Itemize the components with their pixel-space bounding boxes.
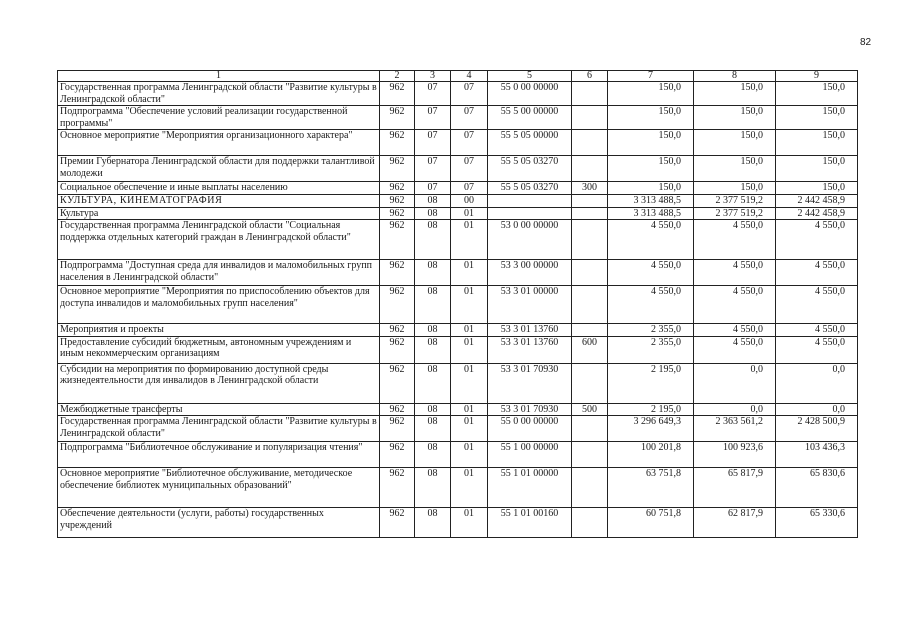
- row-type-cell: [572, 82, 608, 106]
- row-name-cell: Обеспечение деятельности (услуги, работы) государственных учреждений: [58, 508, 380, 538]
- row-subsection-cell: 01: [451, 207, 488, 220]
- row-value-cell: 150,0: [776, 156, 858, 182]
- row-target-cell: 55 0 00 00000: [488, 416, 572, 442]
- row-target-cell: 55 0 00 00000: [488, 82, 572, 106]
- table-row: [58, 336, 858, 363]
- row-value-cell: 150,0: [694, 156, 776, 182]
- row-section-cell: 08: [415, 324, 451, 337]
- row-value-cell: 4 550,0: [694, 260, 776, 286]
- budget-table: [57, 70, 858, 538]
- row-subsection-cell: 07: [451, 106, 488, 130]
- table-row: [58, 106, 858, 130]
- row-value-cell: 2 355,0: [608, 336, 694, 363]
- row-value-cell: 4 550,0: [608, 286, 694, 324]
- row-target-cell: 55 5 00 00000: [488, 106, 572, 130]
- row-value-cell: 2 428 500,9: [776, 416, 858, 442]
- row-name-cell: Мероприятия и проекты: [58, 324, 380, 337]
- row-value-cell: 65 830,6: [776, 468, 858, 508]
- row-code-cell: 962: [380, 403, 415, 416]
- row-code-cell: 962: [380, 106, 415, 130]
- row-name-cell: Культура: [58, 207, 380, 220]
- row-section-cell: 07: [415, 182, 451, 195]
- row-value-cell: 2 355,0: [608, 324, 694, 337]
- table-row: [58, 403, 858, 416]
- row-value-cell: 2 195,0: [608, 403, 694, 416]
- row-section-cell: 07: [415, 106, 451, 130]
- row-subsection-cell: 07: [451, 82, 488, 106]
- row-code-cell: 962: [380, 286, 415, 324]
- row-target-cell: 53 3 01 70930: [488, 403, 572, 416]
- row-name-cell: Государственная программа Ленинградской области "Развитие культуры в Ленинградской области": [58, 416, 380, 442]
- row-value-cell: 2 442 458,9: [776, 194, 858, 207]
- row-section-cell: 07: [415, 130, 451, 156]
- row-name-cell: Межбюджетные трансферты: [58, 403, 380, 416]
- row-target-cell: 55 5 05 03270: [488, 156, 572, 182]
- row-name-cell: Предоставление субсидий бюджетным, автономным учреждениям и иным некоммерческим организациям: [58, 336, 380, 363]
- row-section-cell: 08: [415, 336, 451, 363]
- row-value-cell: 4 550,0: [694, 336, 776, 363]
- row-target-cell: 55 1 01 00000: [488, 468, 572, 508]
- row-type-cell: [572, 363, 608, 403]
- row-target-cell: 53 0 00 00000: [488, 220, 572, 260]
- table-row: [58, 286, 858, 324]
- row-target-cell: 53 3 01 13760: [488, 336, 572, 363]
- row-section-cell: 08: [415, 442, 451, 468]
- table-row: [58, 130, 858, 156]
- row-subsection-cell: 01: [451, 336, 488, 363]
- column-header: 9: [776, 71, 858, 82]
- row-name-cell: Государственная программа Ленинградской области "Социальная поддержка отдельных категорий граждан в Ленинградской области": [58, 220, 380, 260]
- row-value-cell: 62 817,9: [694, 508, 776, 538]
- row-subsection-cell: 01: [451, 286, 488, 324]
- row-name-cell: Премии Губернатора Ленинградской области для поддержки талантливой молодежи: [58, 156, 380, 182]
- row-value-cell: 150,0: [608, 106, 694, 130]
- row-type-cell: [572, 106, 608, 130]
- row-subsection-cell: 01: [451, 324, 488, 337]
- row-value-cell: 2 195,0: [608, 363, 694, 403]
- row-value-cell: 0,0: [776, 403, 858, 416]
- row-section-cell: 08: [415, 286, 451, 324]
- row-value-cell: 2 377 519,2: [694, 194, 776, 207]
- row-value-cell: 100 201,8: [608, 442, 694, 468]
- column-header: 6: [572, 71, 608, 82]
- row-value-cell: 60 751,8: [608, 508, 694, 538]
- row-name-cell: Основное мероприятие "Библиотечное обслуживание, методическое обеспечение библиотек муниципальных образований": [58, 468, 380, 508]
- row-value-cell: 2 363 561,2: [694, 416, 776, 442]
- column-header: 7: [608, 71, 694, 82]
- row-value-cell: 150,0: [776, 130, 858, 156]
- row-section-cell: 08: [415, 508, 451, 538]
- row-value-cell: 3 296 649,3: [608, 416, 694, 442]
- row-value-cell: 65 330,6: [776, 508, 858, 538]
- table-row: [58, 220, 858, 260]
- row-code-cell: 962: [380, 194, 415, 207]
- table-row: [58, 156, 858, 182]
- row-value-cell: 150,0: [694, 82, 776, 106]
- row-code-cell: 962: [380, 207, 415, 220]
- row-value-cell: 150,0: [776, 182, 858, 195]
- table-row: [58, 508, 858, 538]
- row-code-cell: 962: [380, 468, 415, 508]
- row-type-cell: [572, 220, 608, 260]
- row-code-cell: 962: [380, 182, 415, 195]
- row-type-cell: [572, 130, 608, 156]
- row-type-cell: [572, 207, 608, 220]
- row-value-cell: 0,0: [694, 363, 776, 403]
- row-type-cell: [572, 324, 608, 337]
- table-row: [58, 260, 858, 286]
- row-section-cell: 08: [415, 403, 451, 416]
- row-name-cell: Основное мероприятие "Мероприятия организационного характера": [58, 130, 380, 156]
- row-value-cell: 0,0: [776, 363, 858, 403]
- row-name-cell: Подпрограмма "Библиотечное обслуживание и популяризация чтения": [58, 442, 380, 468]
- row-section-cell: 08: [415, 416, 451, 442]
- row-code-cell: 962: [380, 220, 415, 260]
- row-value-cell: 63 751,8: [608, 468, 694, 508]
- table-row: [58, 194, 858, 207]
- table-row: [58, 82, 858, 106]
- row-name-cell: Основное мероприятие "Мероприятия по приспособлению объектов для доступа инвалидов и маломобильных групп населения": [58, 286, 380, 324]
- row-name-cell: Социальное обеспечение и иные выплаты населению: [58, 182, 380, 195]
- row-subsection-cell: 01: [451, 442, 488, 468]
- row-name-cell: Субсидии на мероприятия по формированию доступной среды жизнедеятельности для инвалидов в Ленинградской области: [58, 363, 380, 403]
- row-section-cell: 08: [415, 194, 451, 207]
- row-value-cell: 4 550,0: [694, 286, 776, 324]
- row-code-cell: 962: [380, 156, 415, 182]
- row-type-cell: [572, 260, 608, 286]
- row-section-cell: 08: [415, 468, 451, 508]
- row-section-cell: 08: [415, 260, 451, 286]
- row-target-cell: 53 3 01 70930: [488, 363, 572, 403]
- row-target-cell: [488, 194, 572, 207]
- table-header-row: [58, 71, 858, 82]
- row-name-cell: Государственная программа Ленинградской области "Развитие культуры в Ленинградской области": [58, 82, 380, 106]
- row-value-cell: 150,0: [608, 156, 694, 182]
- row-type-cell: [572, 194, 608, 207]
- row-subsection-cell: 07: [451, 182, 488, 195]
- row-code-cell: 962: [380, 260, 415, 286]
- row-target-cell: 53 3 01 13760: [488, 324, 572, 337]
- row-code-cell: 962: [380, 324, 415, 337]
- row-subsection-cell: 01: [451, 508, 488, 538]
- row-type-cell: 600: [572, 336, 608, 363]
- row-value-cell: 100 923,6: [694, 442, 776, 468]
- row-subsection-cell: 07: [451, 156, 488, 182]
- row-code-cell: 962: [380, 416, 415, 442]
- row-target-cell: 55 1 00 00000: [488, 442, 572, 468]
- row-value-cell: 103 436,3: [776, 442, 858, 468]
- table-row: [58, 442, 858, 468]
- column-header: 3: [415, 71, 451, 82]
- table-row: [58, 182, 858, 195]
- row-section-cell: 07: [415, 156, 451, 182]
- row-subsection-cell: 01: [451, 220, 488, 260]
- column-header: 5: [488, 71, 572, 82]
- row-value-cell: 150,0: [694, 130, 776, 156]
- row-target-cell: 55 5 05 03270: [488, 182, 572, 195]
- table-row: [58, 416, 858, 442]
- page-number: 82: [860, 37, 872, 48]
- row-code-cell: 962: [380, 82, 415, 106]
- table-row: [58, 468, 858, 508]
- row-type-cell: [572, 508, 608, 538]
- table-row: [58, 363, 858, 403]
- row-target-cell: 53 3 00 00000: [488, 260, 572, 286]
- row-value-cell: 150,0: [608, 82, 694, 106]
- row-value-cell: 3 313 488,5: [608, 207, 694, 220]
- row-type-cell: [572, 156, 608, 182]
- row-value-cell: 4 550,0: [776, 220, 858, 260]
- row-section-cell: 07: [415, 82, 451, 106]
- row-value-cell: 150,0: [694, 182, 776, 195]
- row-value-cell: 150,0: [776, 106, 858, 130]
- row-code-cell: 962: [380, 442, 415, 468]
- row-name-cell: Подпрограмма "Обеспечение условий реализации государственной программы": [58, 106, 380, 130]
- row-code-cell: 962: [380, 130, 415, 156]
- row-type-cell: [572, 416, 608, 442]
- row-code-cell: 962: [380, 363, 415, 403]
- row-target-cell: 55 5 05 00000: [488, 130, 572, 156]
- row-subsection-cell: 01: [451, 416, 488, 442]
- table-row: [58, 324, 858, 337]
- row-code-cell: 962: [380, 336, 415, 363]
- column-header: 8: [694, 71, 776, 82]
- row-code-cell: 962: [380, 508, 415, 538]
- row-value-cell: 65 817,9: [694, 468, 776, 508]
- row-value-cell: 2 442 458,9: [776, 207, 858, 220]
- row-subsection-cell: 01: [451, 468, 488, 508]
- row-section-cell: 08: [415, 220, 451, 260]
- row-subsection-cell: 01: [451, 260, 488, 286]
- row-value-cell: 4 550,0: [694, 220, 776, 260]
- row-value-cell: 4 550,0: [776, 260, 858, 286]
- row-type-cell: 300: [572, 182, 608, 195]
- row-target-cell: 53 3 01 00000: [488, 286, 572, 324]
- row-name-cell: Подпрограмма "Доступная среда для инвалидов и маломобильных групп населения в Ленинградской области": [58, 260, 380, 286]
- row-value-cell: 3 313 488,5: [608, 194, 694, 207]
- row-type-cell: [572, 286, 608, 324]
- table-body: [58, 71, 858, 538]
- row-value-cell: 150,0: [608, 182, 694, 195]
- row-value-cell: 0,0: [694, 403, 776, 416]
- row-type-cell: [572, 468, 608, 508]
- row-value-cell: 4 550,0: [694, 324, 776, 337]
- row-value-cell: 4 550,0: [776, 324, 858, 337]
- row-value-cell: 4 550,0: [608, 260, 694, 286]
- row-subsection-cell: 00: [451, 194, 488, 207]
- row-section-cell: 08: [415, 207, 451, 220]
- row-target-cell: 55 1 01 00160: [488, 508, 572, 538]
- column-header: 2: [380, 71, 415, 82]
- row-value-cell: 150,0: [776, 82, 858, 106]
- row-subsection-cell: 01: [451, 363, 488, 403]
- row-type-cell: [572, 442, 608, 468]
- row-value-cell: 4 550,0: [776, 336, 858, 363]
- row-section-cell: 08: [415, 363, 451, 403]
- table-row: [58, 207, 858, 220]
- row-value-cell: 4 550,0: [608, 220, 694, 260]
- row-type-cell: 500: [572, 403, 608, 416]
- row-value-cell: 150,0: [694, 106, 776, 130]
- row-subsection-cell: 07: [451, 130, 488, 156]
- row-name-cell: КУЛЬТУРА, КИНЕМАТОГРАФИЯ: [58, 194, 380, 207]
- column-header: 4: [451, 71, 488, 82]
- row-value-cell: 150,0: [608, 130, 694, 156]
- row-subsection-cell: 01: [451, 403, 488, 416]
- row-target-cell: [488, 207, 572, 220]
- row-value-cell: 2 377 519,2: [694, 207, 776, 220]
- column-header: 1: [58, 71, 380, 82]
- row-value-cell: 4 550,0: [776, 286, 858, 324]
